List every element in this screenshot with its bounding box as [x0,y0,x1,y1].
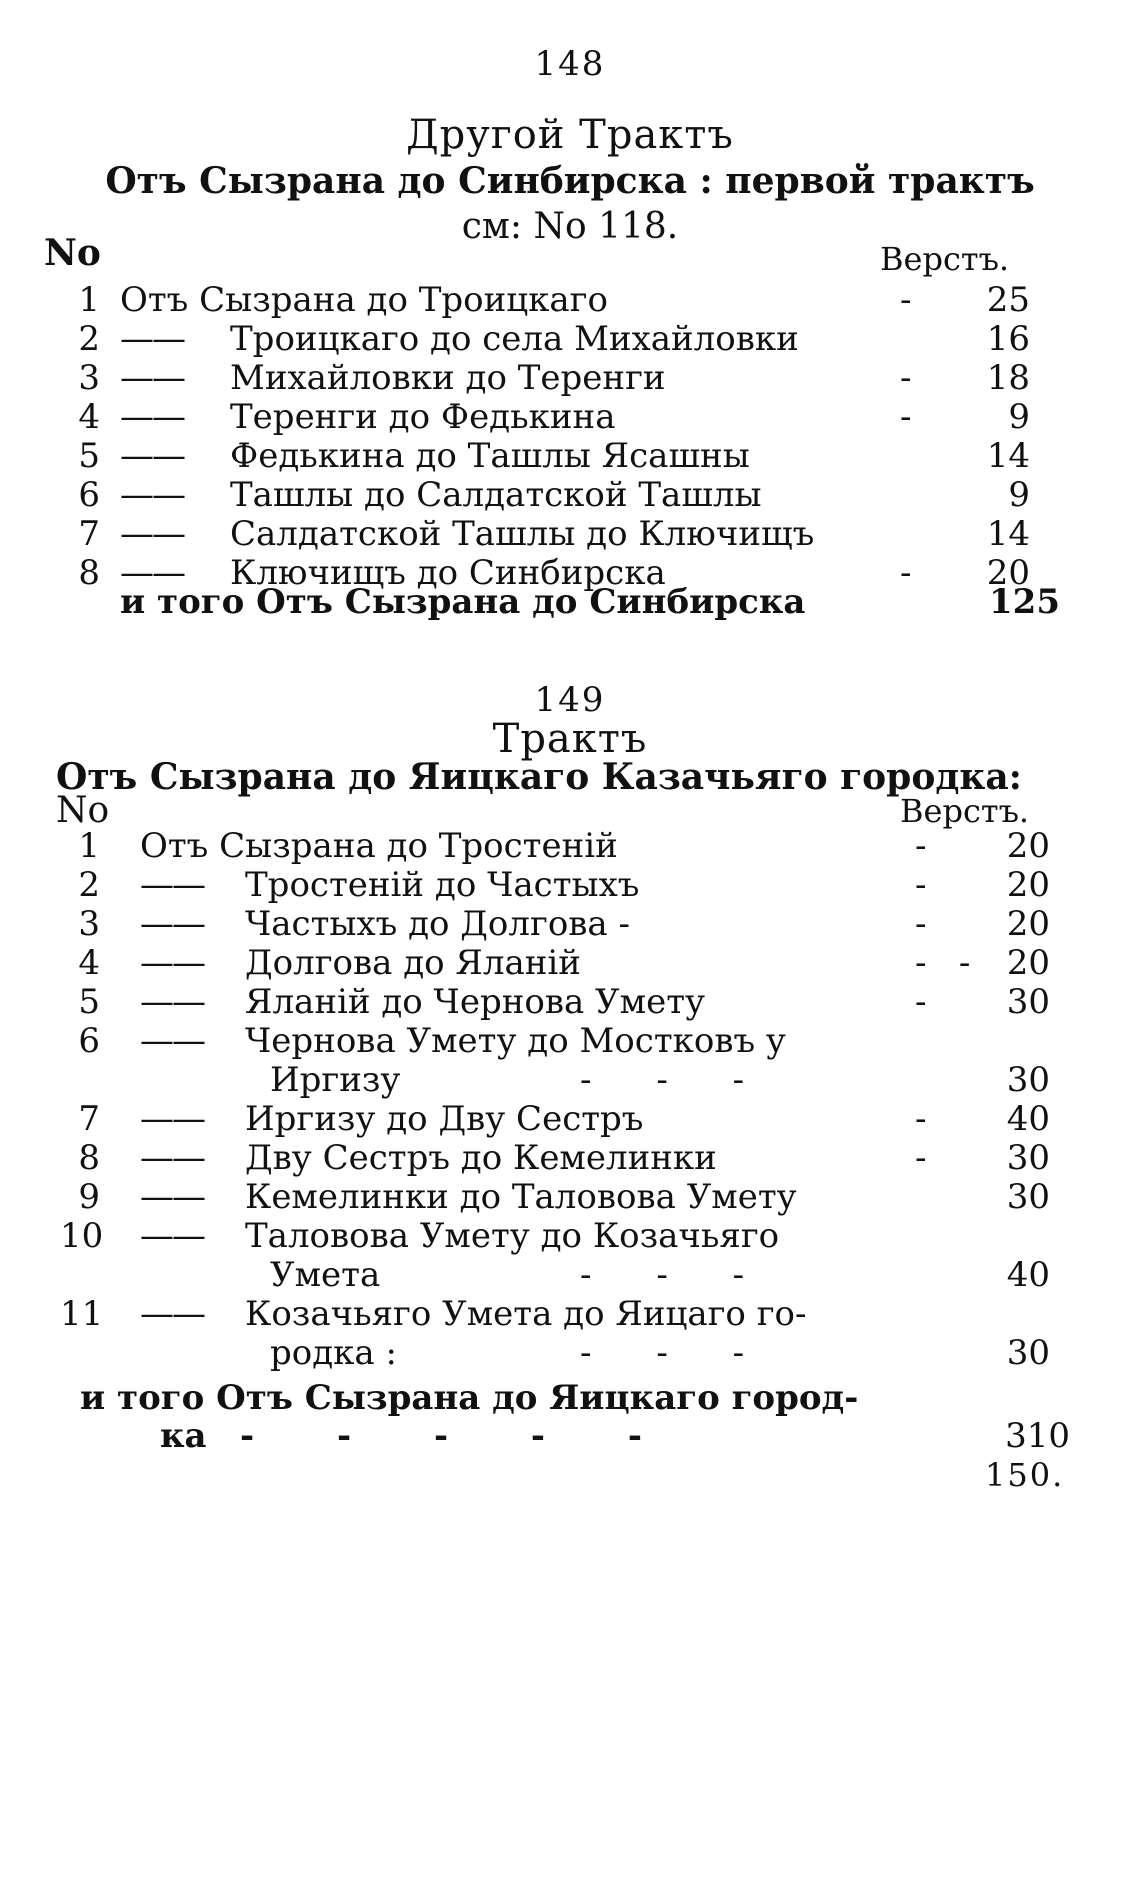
section1-col-versts: Верстъ. [880,240,1010,278]
section2-row-leader: —— [140,1099,204,1139]
section2-row-versts: 30 [1006,1138,1050,1178]
section2-row-dashes: - [915,904,927,944]
section2-row-number: 8 [78,1138,100,1178]
section2-row-text: Умета [270,1255,381,1295]
section2-row-text: Иргизу [270,1060,401,1100]
section2-row-number: 3 [78,904,100,944]
section1-row-leader: —— [120,475,184,515]
section2-total-label: и того Отъ Сызрана до Яицкаго город- [80,1378,859,1418]
section1-row-number: 6 [78,475,100,515]
section2-row-versts: 30 [1006,1060,1050,1100]
section2-row-versts: 30 [1006,982,1050,1022]
section2-row-text: Отъ Сызрана до Тростеній [140,826,618,866]
section2-row-text: Таловова Умету до Козачьяго [245,1216,780,1256]
section2-row-text: Иргизу до Дву Сестръ [245,1099,644,1139]
section1-row-leader: —— [120,397,184,437]
section1-row-text: Федькина до Ташлы Ясашны [230,436,750,476]
section2-row-text: Яланій до Чернова Умету [245,982,706,1022]
page-number: 148 [534,44,606,84]
section1-row-dashes: - [900,280,912,320]
section2-row-leader: —— [140,1138,204,1178]
section1-row-versts: 14 [986,436,1030,476]
section1-row-text: Троицкаго до села Михайловки [230,319,799,359]
section1-row-versts: 14 [986,514,1030,554]
section2-row-dashes: - [915,1138,927,1178]
section1-row-number: 1 [78,280,100,320]
section1-row-number: 2 [78,319,100,359]
section1-row-versts: 25 [986,280,1030,320]
section2-row [60,1333,1100,1379]
section2-row-versts: 30 [1006,1333,1050,1373]
section1-row-versts: 9 [1008,397,1030,437]
section1-row-text: Ключищъ до Синбирска [230,553,666,593]
section1-row-text: Салдатской Ташлы до Ключищъ [230,514,815,554]
section1-row-leader: —— [120,358,184,398]
section1-row-text: Ташлы до Салдатской Ташлы [230,475,762,515]
section1-col-no: No [44,232,101,274]
section1-row-text: Теренги до Федькина [230,397,616,437]
section2-col-versts: Верстъ. [900,792,1030,830]
section2-total-dashes: - - - - - [240,1416,642,1456]
section2-row-number: 10 [60,1216,104,1256]
section2-row-dashes: - [915,865,927,905]
section2-subtitle: Отъ Сызрана до Яицкаго Казачьяго городка: [56,756,1022,798]
section2-row-text: родка : [270,1333,397,1373]
section2-row-dashes: - - - [580,1333,745,1373]
section1-row-number: 3 [78,358,100,398]
section1-row-versts: 18 [986,358,1030,398]
section1-row-text: Михайловки до Теренги [230,358,666,398]
section2-row-dashes: - - - [580,1255,745,1295]
section2-row-dashes: - [915,1099,927,1139]
section2-row-leader: —— [140,904,204,944]
section1-row-versts: 16 [986,319,1030,359]
section2-row-text: Долгова до Яланій [245,943,581,983]
section1-row-number: 5 [78,436,100,476]
section2-total-row-2 [160,1416,1080,1462]
section2-row-text: Частыхъ до Долгова - [245,904,630,944]
section2-row-leader: —— [140,943,204,983]
section2-row-leader: —— [140,1294,204,1334]
section2-row-number: 2 [78,865,100,905]
section2-row-versts: 30 [1006,1177,1050,1217]
section2-row-text: Козачьяго Умета до Яицаго го- [245,1294,807,1334]
section1-row-versts: 20 [986,553,1030,593]
section1-subtitle-line2: см: No 118. [461,206,679,247]
section1-row-leader: —— [120,319,184,359]
section2-row-leader: —— [140,1177,204,1217]
section2-title: Трактъ [492,716,648,762]
section2-row-number: 7 [78,1099,100,1139]
section2-row-dashes: - - [915,943,971,983]
section2-row-text: Чернова Умету до Мостковъ у [245,1021,786,1061]
section2-total-label-cont: ка [160,1416,207,1456]
section1-row-number: 7 [78,514,100,554]
section2-row-text: Кемелинки до Таловова Умету [245,1177,797,1217]
section2-row-leader: —— [140,1021,204,1061]
section1-total-label: и того Отъ Сызрана до Синбирска [120,582,806,622]
section1-total-value: 125 [989,582,1060,622]
section2-row-number: 6 [78,1021,100,1061]
section2-row-versts: 40 [1006,1255,1050,1295]
section2-row-number: 4 [78,943,100,983]
section2-row-number: 11 [60,1294,104,1334]
section2-row-text: Тростеній до Частыхъ [245,865,640,905]
section2-row-versts: 40 [1006,1099,1050,1139]
section2-row-text: Дву Сестръ до Кемелинки [245,1138,717,1178]
section1-title: Другой Трактъ [406,112,734,158]
section1-row-dashes: - [900,397,912,437]
section1-row-dashes: - [900,358,912,398]
section2-row-versts: 20 [1006,826,1050,866]
section1-subtitle-line1: Отъ Сызрана до Синбирска : первой трактъ [105,160,1035,202]
section1-row-leader: —— [120,514,184,554]
section2-row-number: 1 [78,826,100,866]
section2-col-no: No [56,790,110,831]
section2-row-versts: 20 [1006,865,1050,905]
section1-total-row [120,582,1060,628]
section2-row-number: 5 [78,982,100,1022]
section1-row-number: 8 [78,553,100,593]
section1-row-leader: —— [120,436,184,476]
section2-total-value: 310 [1005,1416,1070,1456]
section2-row-leader: —— [140,982,204,1022]
catchword: 150. [985,1456,1065,1494]
section2-row-leader: —— [140,1216,204,1256]
section2-row-leader: —— [140,865,204,905]
section2-row-dashes: - [915,826,927,866]
section1-row-number: 4 [78,397,100,437]
section1-row-text: Отъ Сызрана до Троицкаго [120,280,608,320]
section2-row-versts: 20 [1006,943,1050,983]
section2-row-versts: 20 [1006,904,1050,944]
section1-row-leader: —— [120,553,184,593]
section2-row-dashes: - - - [580,1060,745,1100]
section2-page-label: 149 [534,680,606,720]
section2-row-number: 9 [78,1177,100,1217]
section2-row-dashes: - [915,982,927,1022]
section1-row-dashes: - [900,553,912,593]
section1-row-versts: 9 [1008,475,1030,515]
